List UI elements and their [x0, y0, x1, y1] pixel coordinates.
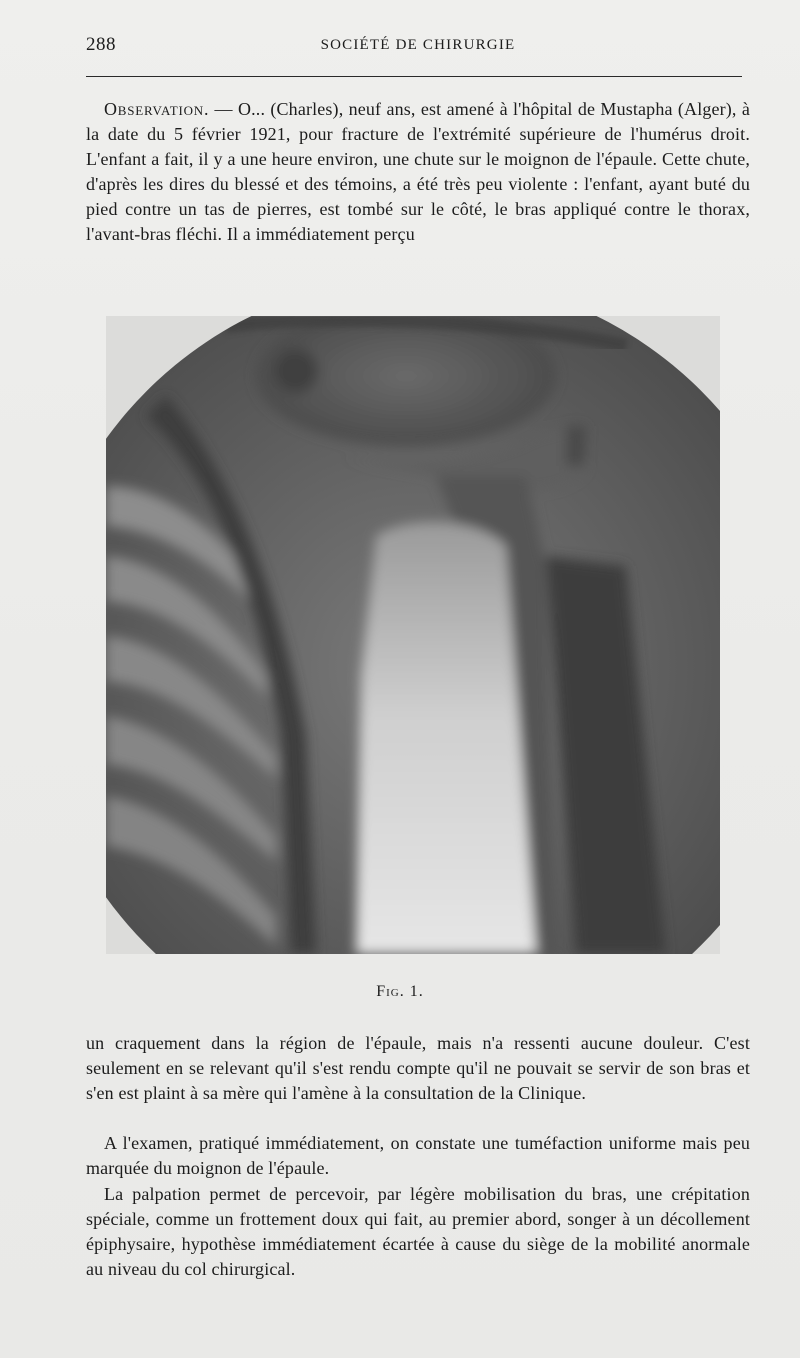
page-header: [86, 30, 750, 60]
observation-text: — O... (Charles), neuf ans, est amené à l'hôpital de Mustapha (Alger), à la date du 5 février 1921, pour fracture de l'extrémité supérieure de l'humérus droit. L'enfant a fait, il y a une heure environ, une chute sur le moignon de l'épaule. Cette chute, d'après les dires du blessé et des témoins, a été très peu violente : l'enfant, ayant buté du pied contre un tas de pierres, est tombé sur le côté, le bras appliqué contre le thorax, l'avant-bras fléchi. Il a immédiatement perçu: [86, 99, 750, 245]
radiograph-image: [106, 316, 720, 954]
paragraph-examination: A l'examen, pratiqué immédiatement, on constate une tuméfaction uniforme mais peu marquée du moignon de l'épaule.: [86, 1133, 750, 1179]
paragraph-palpation: La palpation permet de percevoir, par légère mobilisation du bras, une crépitation spéciale, comme un frottement doux qui fait, au premier abord, songer à un décollement épiphysaire, hypothèse immédiatement écartée à cause du siège de la mobilité anormale au niveau du col chirurgical.: [86, 1184, 750, 1280]
radiograph-figure: [106, 316, 720, 954]
paragraph-observation: [86, 97, 750, 248]
running-head: SOCIÉTÉ DE CHIRURGIE: [320, 37, 516, 53]
figure-caption-text: Fig. 1.: [376, 983, 424, 1000]
observation-lead: Observation.: [104, 99, 210, 119]
paragraph-continuation: un craquement dans la région de l'épaule, mais n'a ressenti aucune douleur. C'est seulement en se relevant qu'il s'est rendu compte qu'il ne pouvait se servir de son bras et s'en est plaint à sa mère qui l'amène à la consultation de la Clinique.: [86, 1033, 750, 1104]
header-rule: [86, 76, 742, 77]
figure-caption: [0, 983, 800, 1001]
page-number: 288: [86, 34, 116, 55]
